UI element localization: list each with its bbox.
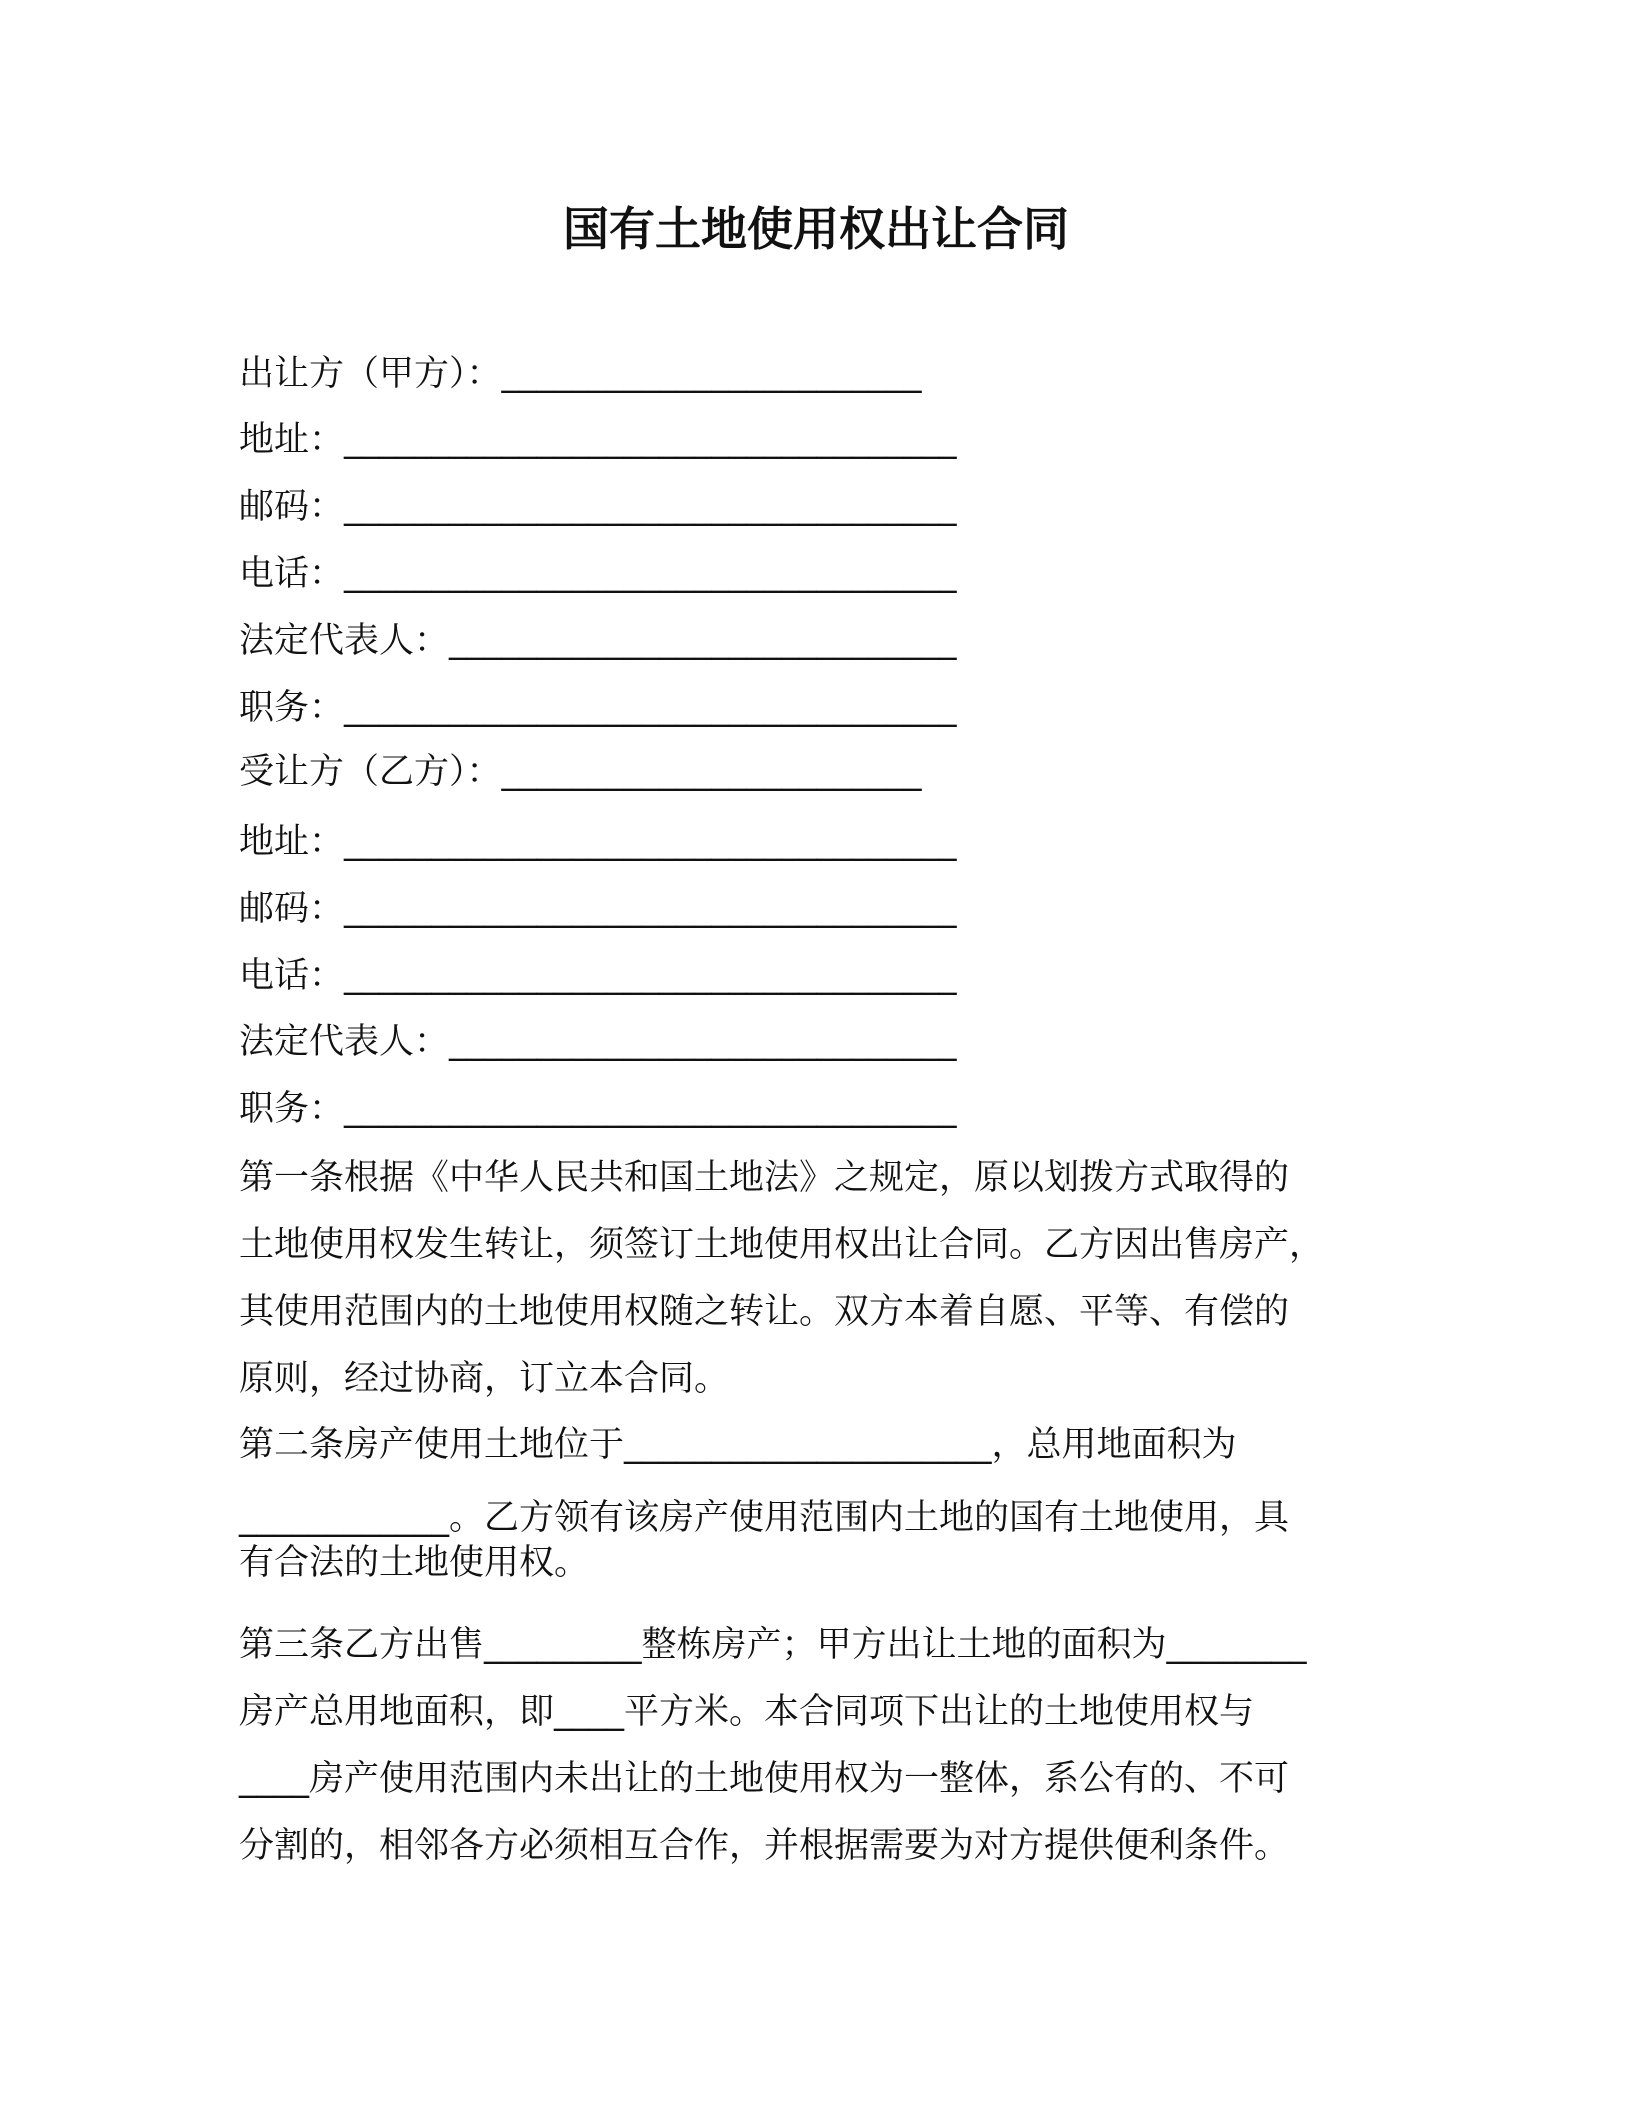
- article-2-line: 有合法的土地使用权。: [239, 1543, 590, 1583]
- party-b-phone-field: 电话：___________________________________: [239, 956, 957, 996]
- party-b-position-field: 职务：___________________________________: [239, 1089, 957, 1129]
- article-1-line: 其使用范围内的土地使用权随之转让。双方本着自愿、平等、有偿的: [239, 1292, 1290, 1332]
- article-3-line: 分割的，相邻各方必须相互合作，并根据需要为对方提供便利条件。: [239, 1826, 1290, 1866]
- party-a-address-field: 地址：___________________________________: [239, 420, 957, 460]
- party-a-postcode-field: 邮码：___________________________________: [239, 487, 957, 527]
- article-3-line: 房产总用地面积，即____平方米。本合同项下出让的土地使用权与: [239, 1692, 1255, 1732]
- party-a-phone-field: 电话：___________________________________: [239, 554, 957, 594]
- party-b-legal-rep-field: 法定代表人：_____________________________: [239, 1022, 957, 1062]
- article-1-paragraph: [239, 1145, 1399, 1413]
- article-1-line: 原则，经过协商，订立本合同。: [239, 1359, 730, 1399]
- article-3-paragraph: [239, 1612, 1399, 1880]
- page-title: 国有土地使用权出让合同: [563, 202, 1069, 256]
- article-2-paragraph: [239, 1412, 1399, 1597]
- party-b-postcode-field: 邮码：___________________________________: [239, 889, 957, 929]
- article-2-line: 第二条房产使用土地位于_____________________，总用地面积为: [239, 1425, 1237, 1465]
- party-b-name-field: 受让方（乙方）：________________________: [239, 752, 922, 792]
- article-3-line: 第三条乙方出售_________整栋房产；甲方出让土地的面积为________: [239, 1625, 1307, 1665]
- party-a-legal-rep-field: 法定代表人：_____________________________: [239, 621, 957, 661]
- article-2-line: ____________。乙方领有该房产使用范围内土地的国有土地使用，具: [239, 1498, 1290, 1538]
- party-a-position-field: 职务：___________________________________: [239, 688, 957, 728]
- article-1-line: 第一条根据《中华人民共和国土地法》之规定，原以划拨方式取得的: [239, 1158, 1290, 1198]
- article-1-line: 土地使用权发生转让，须签订土地使用权出让合同。乙方因出售房产，: [239, 1225, 1325, 1265]
- party-b-address-field: 地址：___________________________________: [239, 822, 957, 862]
- article-3-line: ____房产使用范围内未出让的土地使用权为一整体，系公有的、不可: [239, 1759, 1290, 1799]
- party-a-name-field: 出让方（甲方）：________________________: [239, 354, 922, 394]
